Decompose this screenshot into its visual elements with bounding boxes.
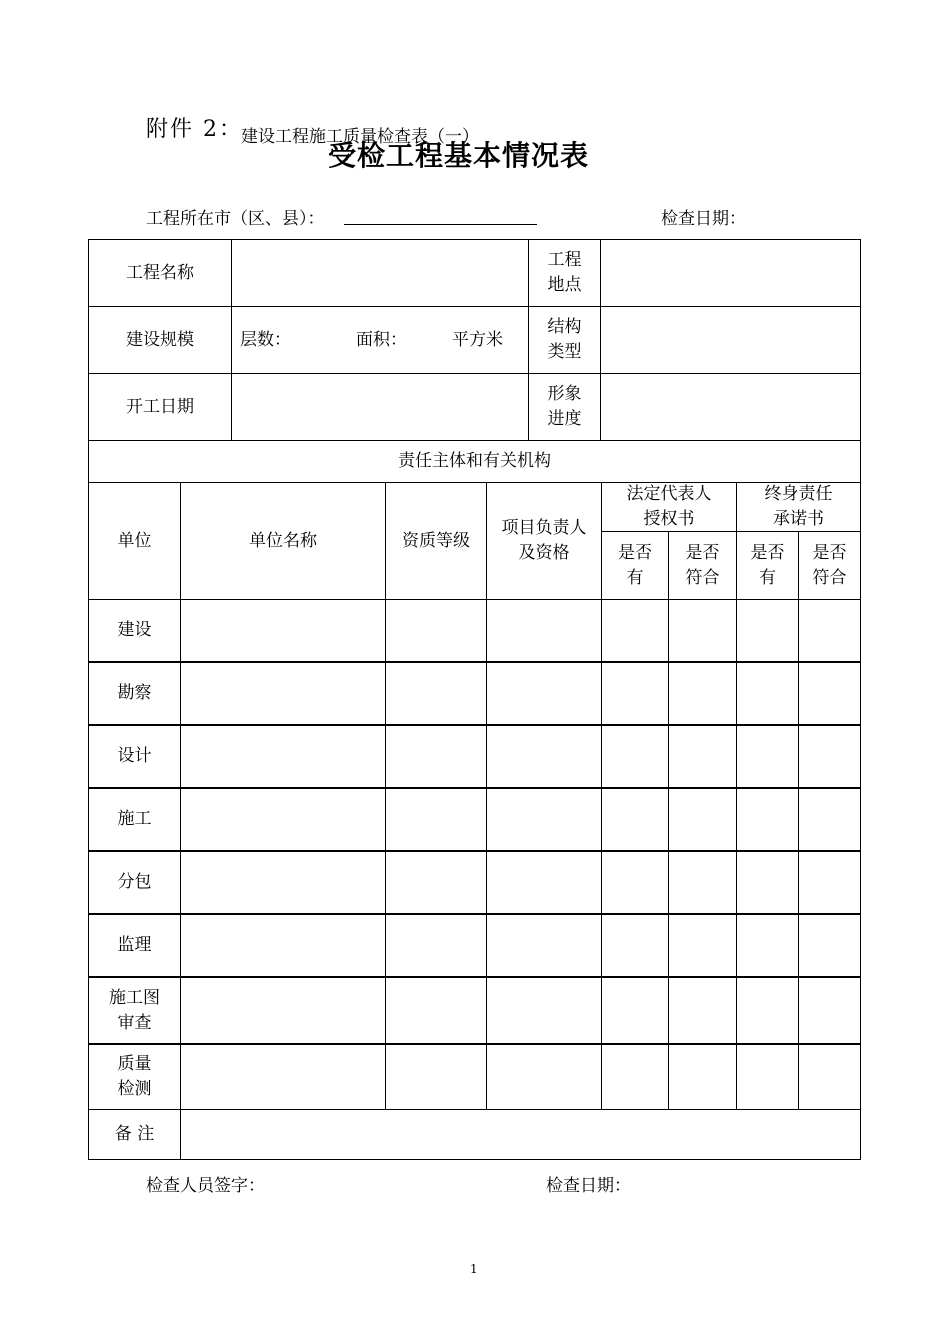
- qualification-cell[interactable]: [385, 599, 487, 662]
- scale-field[interactable]: [231, 306, 529, 374]
- check-date-label: 检查日期：: [661, 209, 746, 229]
- unit-name-cell[interactable]: [180, 914, 386, 977]
- pledge-has-cell[interactable]: [736, 599, 799, 662]
- auth-has-cell[interactable]: [601, 914, 669, 977]
- qualification-cell[interactable]: [385, 851, 487, 914]
- structure-type-label: 结构 类型: [528, 306, 601, 374]
- project-lead-cell[interactable]: [486, 1044, 602, 1110]
- attachment-label: 附件 2：: [146, 117, 243, 142]
- area-label: 面积：: [356, 329, 407, 350]
- auth-has-cell[interactable]: [601, 977, 669, 1044]
- qualification-cell[interactable]: [385, 914, 487, 977]
- project-lead-cell[interactable]: [486, 851, 602, 914]
- col-unit-name: 单位名称: [180, 482, 386, 600]
- project-lead-cell[interactable]: [486, 977, 602, 1044]
- progress-field[interactable]: [600, 373, 861, 441]
- scale-label: 建设规模: [88, 306, 232, 374]
- auth-conforms-cell[interactable]: [668, 599, 737, 662]
- pledge-conforms-cell[interactable]: [798, 599, 861, 662]
- project-lead-cell[interactable]: [486, 914, 602, 977]
- project-lead-cell[interactable]: [486, 725, 602, 788]
- qualification-cell[interactable]: [385, 662, 487, 725]
- auth-conforms-cell[interactable]: [668, 914, 737, 977]
- auth-has-cell[interactable]: [601, 851, 669, 914]
- location-field-line[interactable]: [344, 224, 537, 225]
- col-qualification: 资质等级: [385, 482, 487, 600]
- form-subtitle: 建设工程施工质量检查表（一）: [241, 127, 479, 147]
- unit-label: 施工: [88, 788, 181, 851]
- project-name-field[interactable]: [231, 239, 529, 307]
- unit-name-cell[interactable]: [180, 599, 386, 662]
- unit-name-cell[interactable]: [180, 851, 386, 914]
- unit-name-cell[interactable]: [180, 788, 386, 851]
- project-site-label: 工程 地点: [528, 239, 601, 307]
- pledge-conforms-cell[interactable]: [798, 1044, 861, 1110]
- auth-conforms-cell[interactable]: [668, 725, 737, 788]
- page-title: 受检工程基本情况表: [328, 139, 590, 172]
- col-lifetime-pledge: 终身责任 承诺书: [736, 482, 861, 532]
- unit-label: 施工图 审查: [88, 977, 181, 1044]
- unit-label: 设计: [88, 725, 181, 788]
- start-date-field[interactable]: [231, 373, 529, 441]
- project-lead-cell[interactable]: [486, 662, 602, 725]
- pledge-has-cell[interactable]: [736, 662, 799, 725]
- col-unit: 单位: [88, 482, 181, 600]
- pledge-conforms-cell[interactable]: [798, 977, 861, 1044]
- col-pledge-conforms: 是否 符合: [798, 531, 861, 600]
- auth-conforms-cell[interactable]: [668, 1044, 737, 1110]
- remarks-label: 备 注: [88, 1109, 181, 1160]
- pledge-conforms-cell[interactable]: [798, 788, 861, 851]
- pledge-has-cell[interactable]: [736, 914, 799, 977]
- unit-label: 分包: [88, 851, 181, 914]
- auth-conforms-cell[interactable]: [668, 788, 737, 851]
- structure-type-field[interactable]: [600, 306, 861, 374]
- project-lead-cell[interactable]: [486, 599, 602, 662]
- start-date-label: 开工日期: [88, 373, 232, 441]
- auth-has-cell[interactable]: [601, 599, 669, 662]
- auth-has-cell[interactable]: [601, 788, 669, 851]
- qualification-cell[interactable]: [385, 788, 487, 851]
- footer-check-date-label: 检查日期：: [546, 1176, 631, 1196]
- col-legal-auth: 法定代表人 授权书: [601, 482, 737, 532]
- pledge-conforms-cell[interactable]: [798, 851, 861, 914]
- auth-conforms-cell[interactable]: [668, 851, 737, 914]
- unit-name-cell[interactable]: [180, 977, 386, 1044]
- page-number: 1: [470, 1262, 478, 1276]
- inspector-signature-label: 检查人员签字：: [146, 1176, 265, 1196]
- auth-has-cell[interactable]: [601, 725, 669, 788]
- pledge-conforms-cell[interactable]: [798, 914, 861, 977]
- inspection-form-table: [89, 240, 862, 1161]
- auth-conforms-cell[interactable]: [668, 662, 737, 725]
- pledge-has-cell[interactable]: [736, 788, 799, 851]
- qualification-cell[interactable]: [385, 977, 487, 1044]
- qualification-cell[interactable]: [385, 725, 487, 788]
- qualification-cell[interactable]: [385, 1044, 487, 1110]
- col-pledge-has: 是否 有: [736, 531, 799, 600]
- unit-label: 监理: [88, 914, 181, 977]
- unit-label: 勘察: [88, 662, 181, 725]
- project-lead-cell[interactable]: [486, 788, 602, 851]
- pledge-has-cell[interactable]: [736, 851, 799, 914]
- pledge-has-cell[interactable]: [736, 1044, 799, 1110]
- auth-has-cell[interactable]: [601, 1044, 669, 1110]
- project-name-label: 工程名称: [88, 239, 232, 307]
- auth-conforms-cell[interactable]: [668, 977, 737, 1044]
- unit-name-cell[interactable]: [180, 1044, 386, 1110]
- project-site-field[interactable]: [600, 239, 861, 307]
- progress-label: 形象 进度: [528, 373, 601, 441]
- pledge-conforms-cell[interactable]: [798, 662, 861, 725]
- unit-name-cell[interactable]: [180, 662, 386, 725]
- unit-label: 建设: [88, 599, 181, 662]
- floors-label: 层数：: [240, 329, 291, 350]
- location-label: 工程所在市（区、县）：: [146, 209, 325, 229]
- pledge-conforms-cell[interactable]: [798, 725, 861, 788]
- pledge-has-cell[interactable]: [736, 725, 799, 788]
- pledge-has-cell[interactable]: [736, 977, 799, 1044]
- col-project-lead: 项目负责人 及资格: [486, 482, 602, 600]
- unit-name-cell[interactable]: [180, 725, 386, 788]
- responsibility-section-title: 责任主体和有关机构: [88, 440, 861, 483]
- sqm-unit-label: 平方米: [452, 329, 503, 350]
- col-auth-conforms: 是否 符合: [668, 531, 737, 600]
- remarks-field[interactable]: [180, 1109, 861, 1160]
- auth-has-cell[interactable]: [601, 662, 669, 725]
- unit-label: 质量 检测: [88, 1044, 181, 1110]
- col-auth-has: 是否 有: [601, 531, 669, 600]
